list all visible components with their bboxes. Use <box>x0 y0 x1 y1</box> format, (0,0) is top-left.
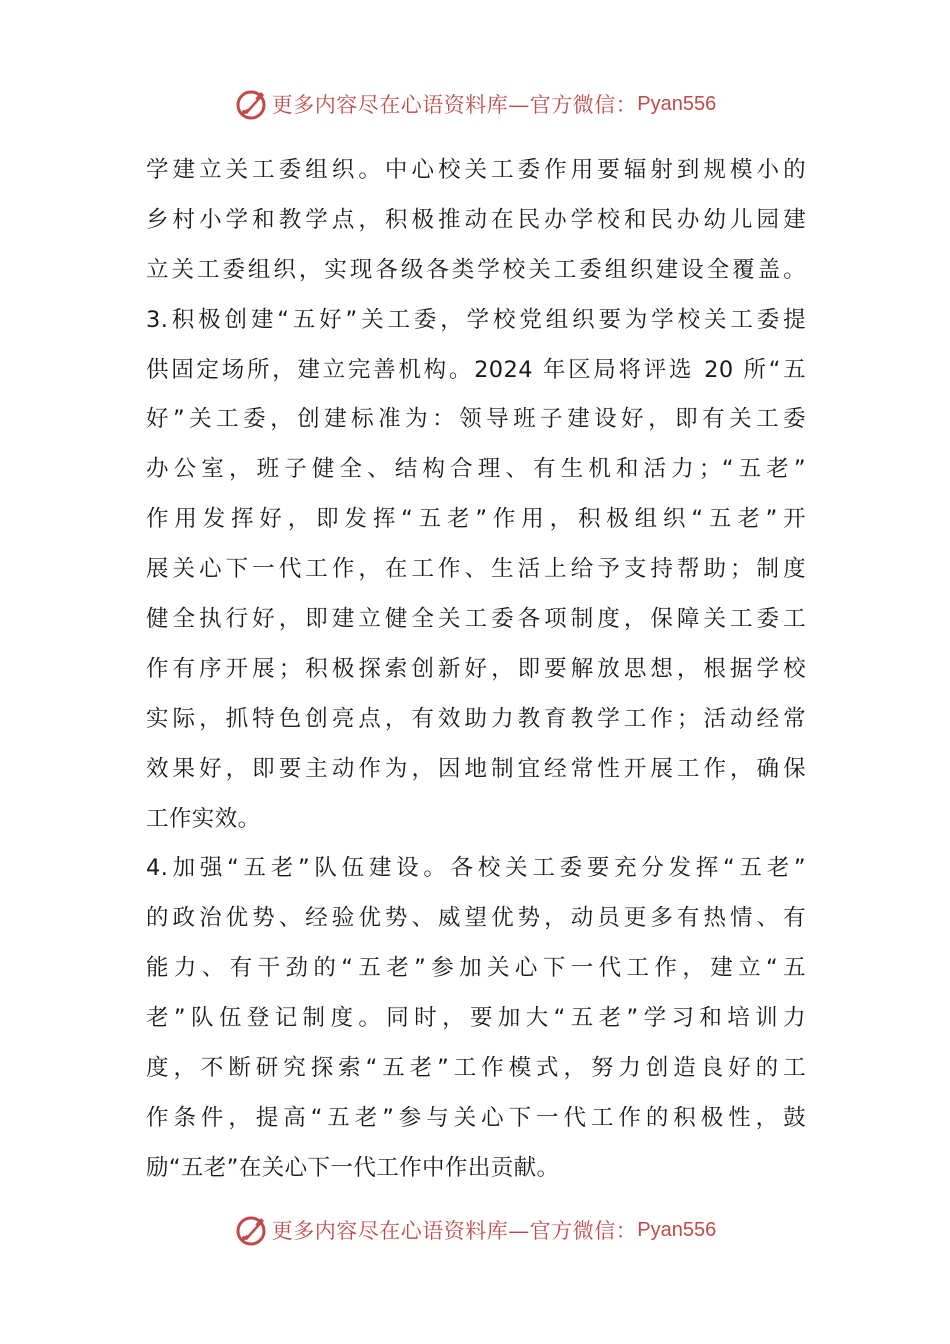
text-line: 乡村小学和教学点，积极推动在民办学校和民办幼儿园建 <box>146 206 806 233</box>
text-line: 作条件，提高“五老”参与关心下一代工作的积极性，鼓 <box>146 1104 806 1131</box>
text-line: 4.加强“五老”队伍建设。各校关工委要充分发挥“五老” <box>146 855 806 882</box>
text-line: 能力、有干劲的“五老”参加关心下一代工作，建立“五 <box>146 955 806 982</box>
text-line: 老”队伍登记制度。同时，要加大“五老”学习和培训力 <box>146 1005 806 1032</box>
text-line: 立关工委组织，实现各级各类学校关工委组织建设全覆盖。 <box>146 256 806 283</box>
banner-text: 更多内容尽在心语资料库—官方微信： <box>271 1219 638 1243</box>
text-line: 效果好，即要主动作为，因地制宜经常性开展工作，确保 <box>146 755 806 782</box>
header-watermark-banner <box>0 84 950 124</box>
text-line: 供固定场所，建立完善机构。2024 年区局将评选 20 所“五 <box>146 356 806 383</box>
text-line: 办公室，班子健全、结构合理、有生机和活力；“五老” <box>146 456 806 483</box>
text-line: 好”关工委，创建标准为：领导班子建设好，即有关工委 <box>146 406 806 433</box>
quill-pen-logo-icon <box>234 1213 268 1247</box>
text-line: 实际，抓特色创亮点，有效助力教育教学工作；活动经常 <box>146 705 806 732</box>
text-line: 工作实效。 <box>146 805 261 832</box>
text-line: 作有序开展；积极探索创新好，即要解放思想，根据学校 <box>146 655 806 682</box>
text-line: 展关心下一代工作，在工作、生活上给予支持帮助；制度 <box>146 556 806 583</box>
quill-pen-logo-icon <box>234 87 268 121</box>
text-line: 3.积极创建“五好”关工委，学校党组织要为学校关工委提 <box>146 306 806 333</box>
text-line: 学建立关工委组织。中心校关工委作用要辐射到规模小的 <box>146 157 806 183</box>
text-line: 励“五老”在关心下一代工作中作出贡献。 <box>146 1154 560 1181</box>
text-line: 度，不断研究探索“五老”工作模式，努力创造良好的工 <box>146 1055 806 1082</box>
banner-account: Pyan556 <box>637 1218 717 1241</box>
document-body <box>146 146 806 1194</box>
text-line: 健全执行好，即建立健全关工委各项制度，保障关工委工 <box>146 606 806 633</box>
footer-watermark-banner <box>0 1210 950 1250</box>
banner-account: Pyan556 <box>637 92 717 115</box>
text-line: 作用发挥好，即发挥“五老”作用，积极组织“五老”开 <box>146 506 806 533</box>
text-line: 的政治优势、经验优势、威望优势，动员更多有热情、有 <box>146 905 806 932</box>
banner-text: 更多内容尽在心语资料库—官方微信： <box>271 93 638 117</box>
